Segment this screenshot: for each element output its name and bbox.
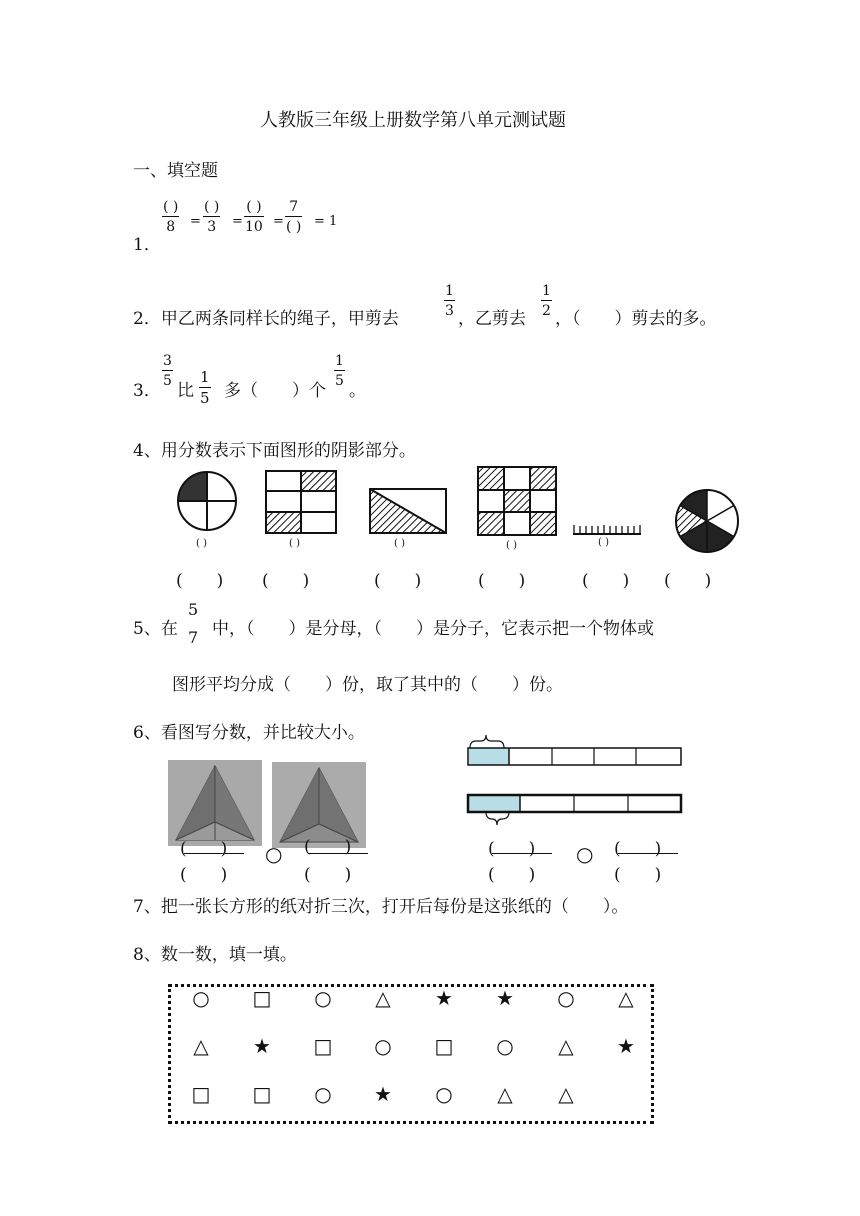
denominator: ( ) bbox=[285, 216, 302, 234]
shape-cell: □ bbox=[191, 1082, 211, 1106]
denominator: 5 bbox=[334, 370, 345, 388]
q4-small-blank-3[interactable]: ( ) bbox=[394, 538, 405, 549]
q4-small-blank-4[interactable]: ( ) bbox=[506, 540, 517, 551]
q3-number: 3． bbox=[133, 381, 161, 401]
q3-text-bi: 比 bbox=[177, 381, 194, 401]
denominator: 3 bbox=[203, 216, 220, 234]
shape-cell: △ bbox=[375, 986, 391, 1010]
q7-text: 7、把一张长方形的纸对折三次，打开后每份是这张纸的（ ）。 bbox=[133, 897, 629, 917]
q3-fraction-1-5 bbox=[199, 370, 211, 406]
q6-left2-denominator-blank[interactable]: ( ) bbox=[304, 865, 352, 885]
numerator: 1 bbox=[335, 353, 344, 369]
shape-cell: ○ bbox=[314, 986, 332, 1010]
numerator: 7 bbox=[289, 199, 299, 215]
q4-answer-blank-6[interactable]: ( ) bbox=[664, 571, 712, 591]
q5-text-line2: 图形平均分成（ ）份，取了其中的（ ）份。 bbox=[172, 675, 563, 695]
shape-cell: □ bbox=[313, 1034, 333, 1058]
q4-rectangle-triangle-figure bbox=[369, 488, 447, 534]
shape-cell: ★ bbox=[253, 1034, 271, 1058]
shape-cell: ○ bbox=[496, 1034, 514, 1058]
shape-cell: ○ bbox=[314, 1082, 332, 1106]
q4-answer-blank-4[interactable]: ( ) bbox=[478, 571, 526, 591]
q6-right2-denominator-blank[interactable]: ( ) bbox=[614, 865, 662, 885]
denominator: 2 bbox=[541, 300, 552, 318]
q4-answer-blank-1[interactable]: ( ) bbox=[176, 571, 224, 591]
q3-text-mid: 多（ ）个 bbox=[224, 381, 326, 401]
q1-fraction-3 bbox=[244, 200, 264, 234]
q6-bar-quarters-figure bbox=[466, 792, 684, 826]
equals-sign: = bbox=[273, 214, 284, 229]
q1-fraction-1 bbox=[162, 200, 179, 234]
q4-text: 4、用分数表示下面图形的阴影部分。 bbox=[133, 441, 416, 461]
q4-small-blank-1[interactable]: ( ) bbox=[196, 538, 207, 549]
denominator: 5 bbox=[200, 389, 210, 407]
q6-right2-fraction-line bbox=[618, 853, 678, 854]
shape-cell: ○ bbox=[374, 1034, 392, 1058]
denominator: 3 bbox=[444, 300, 455, 318]
denominator: 7 bbox=[188, 628, 199, 647]
q4-ruler-figure bbox=[572, 520, 642, 536]
q4-circle-sixths-figure bbox=[674, 488, 740, 554]
shape-cell: △ bbox=[558, 1034, 574, 1058]
q2-text-start: 2．甲乙两条同样长的绳子，甲剪去 bbox=[133, 309, 399, 329]
q6-right-fraction-line bbox=[492, 853, 552, 854]
denominator: 8 bbox=[162, 216, 179, 234]
q6-left-numerator-blank[interactable]: ( ) bbox=[180, 839, 228, 859]
q5-text-start: 5、在 bbox=[133, 619, 178, 639]
shape-cell: △ bbox=[193, 1034, 209, 1058]
q8-text: 8、数一数，填一填。 bbox=[133, 945, 297, 965]
shape-cell: □ bbox=[252, 986, 272, 1010]
q2-fraction-jia bbox=[444, 284, 455, 318]
q5-text-mid: 中，（ ）是分母，（ ）是分子，它表示把一个物体或 bbox=[212, 619, 654, 639]
shape-cell: △ bbox=[497, 1082, 513, 1106]
q4-small-blank-5[interactable]: ( ) bbox=[598, 537, 609, 548]
q6-text: 6、看图写分数，并比较大小。 bbox=[133, 723, 365, 743]
q4-answer-blank-5[interactable]: ( ) bbox=[582, 571, 630, 591]
q6-right2-numerator-blank[interactable]: ( ) bbox=[614, 839, 662, 859]
q3-fraction-1-5-unit bbox=[334, 354, 345, 388]
q2-text-mid: ，乙剪去 bbox=[458, 309, 526, 329]
q6-left2-numerator-blank[interactable]: ( ) bbox=[304, 837, 352, 857]
shape-cell: ○ bbox=[435, 1082, 453, 1106]
q3-fraction-3-5 bbox=[162, 354, 173, 388]
shape-cell: ★ bbox=[496, 986, 514, 1010]
section-heading-fill-blank: 一、填空题 bbox=[133, 161, 218, 181]
q2-fraction-yi bbox=[541, 284, 552, 318]
q4-answer-blank-2[interactable]: ( ) bbox=[262, 571, 310, 591]
q2-text-end: ，（ ）剪去的多。 bbox=[555, 309, 717, 329]
shape-cell: △ bbox=[618, 986, 634, 1010]
numerator: 3 bbox=[163, 353, 172, 369]
q6-left-fraction-line bbox=[184, 853, 244, 854]
shape-cell: ○ bbox=[557, 986, 575, 1010]
shape-cell: △ bbox=[558, 1082, 574, 1106]
q6-right-denominator-blank[interactable]: ( ) bbox=[488, 865, 536, 885]
numerator: 1 bbox=[445, 283, 454, 299]
equals-sign: = bbox=[190, 214, 201, 229]
q6-right-numerator-blank[interactable]: ( ) bbox=[488, 839, 536, 859]
q3-text-end: 。 bbox=[349, 381, 366, 401]
shape-cell: ○ bbox=[192, 986, 210, 1010]
q4-answer-blank-3[interactable]: ( ) bbox=[374, 571, 422, 591]
q4-small-blank-2[interactable]: ( ) bbox=[289, 538, 300, 549]
shape-cell: □ bbox=[252, 1082, 272, 1106]
numerator: ( ) bbox=[163, 199, 179, 215]
shape-cell: □ bbox=[434, 1034, 454, 1058]
q6-bar-fifths-figure bbox=[466, 734, 684, 768]
q6-compare-circle-left[interactable]: ○ bbox=[265, 842, 283, 866]
q4-checkerboard-figure bbox=[477, 466, 557, 536]
numerator: ( ) bbox=[204, 199, 220, 215]
q6-left-denominator-blank[interactable]: ( ) bbox=[180, 865, 228, 885]
q6-compare-circle-right[interactable]: ○ bbox=[576, 842, 594, 866]
page-title: 人教版三年级上册数学第八单元测试题 bbox=[260, 110, 566, 131]
shape-cell: ★ bbox=[435, 986, 453, 1010]
q1-number: 1． bbox=[133, 235, 161, 255]
numerator: 1 bbox=[200, 368, 210, 386]
q4-circle-quarters-figure bbox=[176, 470, 238, 532]
numerator: 5 bbox=[188, 600, 199, 619]
equals-sign: = bbox=[232, 214, 243, 229]
q6-left2-fraction-line bbox=[308, 853, 368, 854]
q1-fraction-2 bbox=[203, 200, 220, 234]
numerator: ( ) bbox=[246, 199, 262, 215]
q1-fraction-4 bbox=[285, 200, 302, 234]
q4-rectangle-grid-figure bbox=[265, 470, 337, 534]
shape-cell: ★ bbox=[374, 1082, 392, 1106]
shape-cell: ★ bbox=[617, 1034, 635, 1058]
denominator: 5 bbox=[162, 370, 173, 388]
q5-fraction-5-7 bbox=[187, 602, 199, 646]
q1-tail: = 1 bbox=[314, 214, 338, 229]
denominator: 10 bbox=[244, 216, 264, 234]
numerator: 1 bbox=[542, 283, 551, 299]
